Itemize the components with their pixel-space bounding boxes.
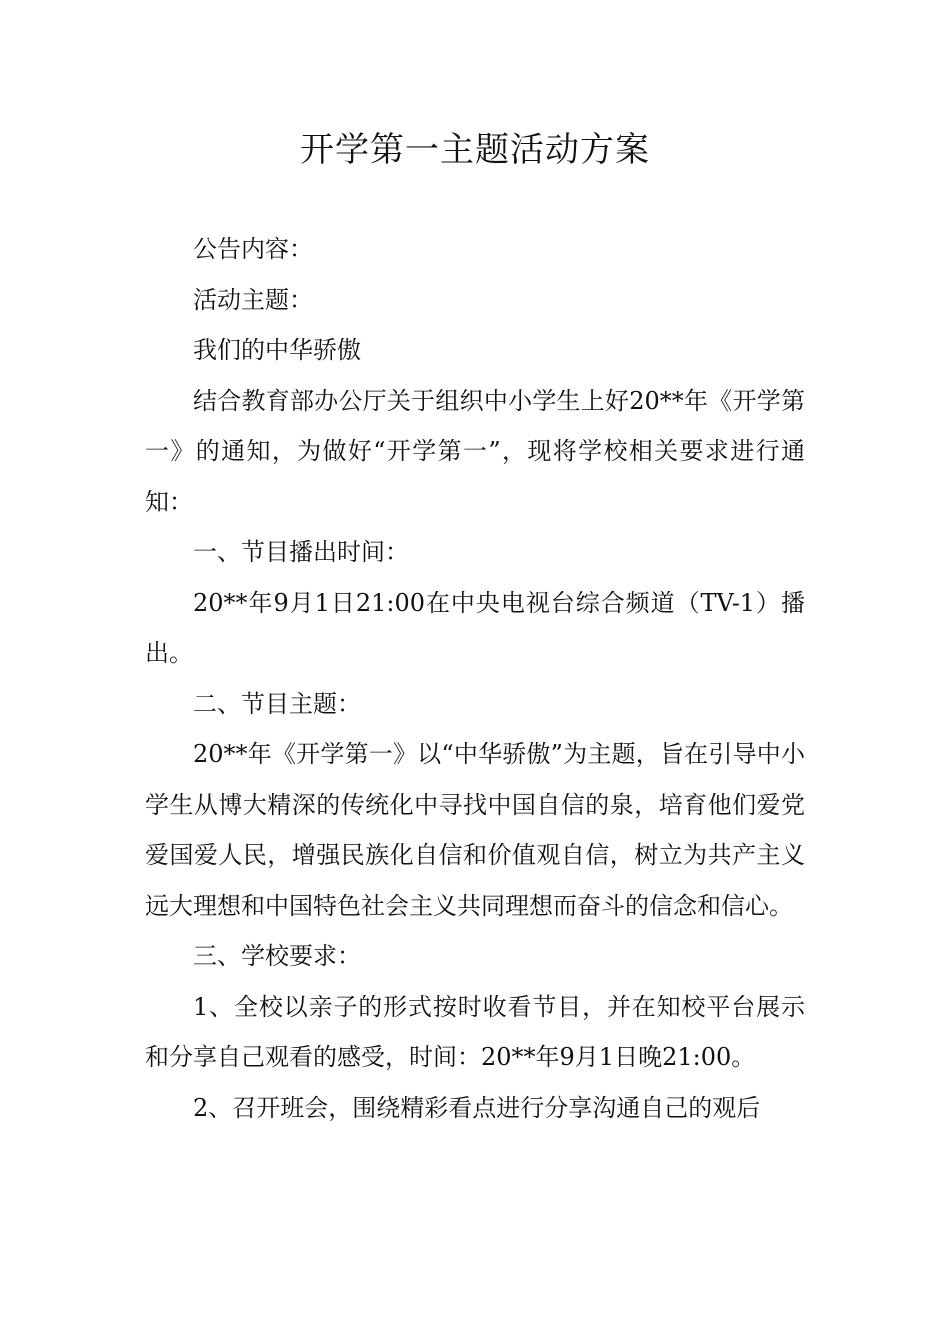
- paragraph-requirement-2: 2、召开班会，围绕精彩看点进行分享沟通自己的观后: [193, 1093, 761, 1122]
- paragraph-intro: 结合教育部办公厅关于组织中小学生上好20**年《开学第一》的通知，为做好“开学第一”，现将学校相关要求进行通知：: [145, 386, 805, 516]
- section-heading-school-requirements: 三、学校要求：: [193, 942, 361, 970]
- paragraph-requirement-1: 1、全校以亲子的形式按时收看节目，并在知校平台展示和分享自己观看的感受，时间：20**年9月1日晚21:00。: [145, 992, 805, 1071]
- document-body: [145, 224, 805, 1133]
- document-title: 开学第一主题活动方案: [300, 130, 650, 170]
- paragraph-notice-label: 公告内容：: [193, 235, 313, 263]
- section-heading-program-theme: 二、节目主题：: [193, 689, 361, 718]
- paragraph-program-theme: 20**年《开学第一》以“中华骄傲”为主题，旨在引导中小学生从博大精深的传统化中寻找中国自信的泉，培育他们爱党爱国爱人民，增强民族化自信和价值观自信，树立为共产主义远大理想和中国特色社会主义共同理想而奋斗的信念和信心。: [145, 740, 805, 920]
- section-heading-broadcast-time: 一、节目播出时间：: [193, 538, 409, 566]
- paragraph-theme-value: 我们的中华骄傲: [193, 336, 361, 364]
- paragraph-broadcast-time: 20**年9月1日21:00在中央电视台综合频道（TV-1）播出。: [145, 588, 805, 667]
- paragraph-theme-label: 活动主题：: [193, 285, 313, 314]
